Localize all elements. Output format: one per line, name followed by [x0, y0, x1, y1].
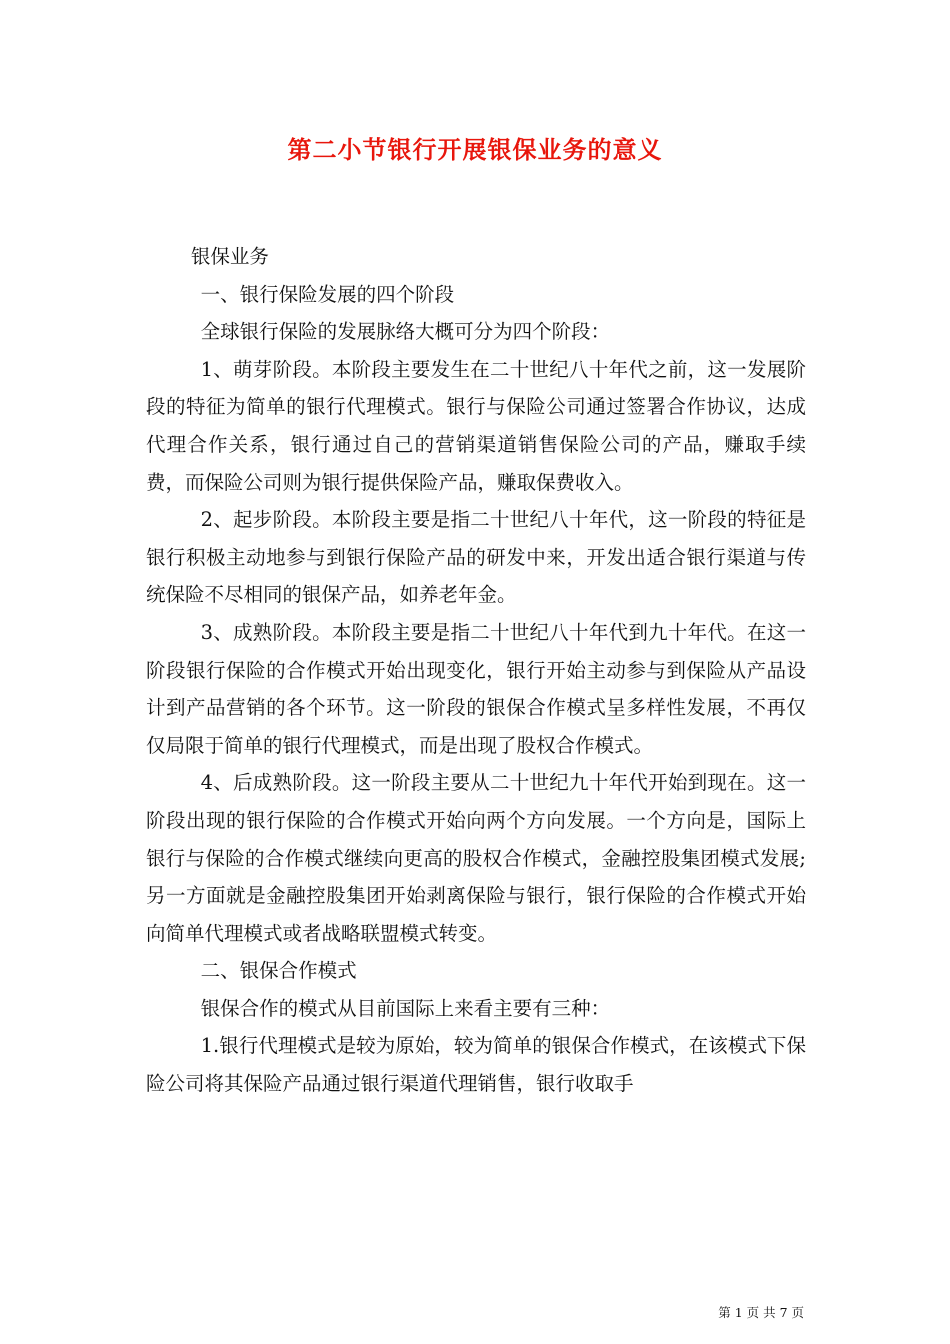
paragraph-stage-1: 1、萌芽阶段。本阶段主要发生在二十世纪八十年代之前，这一发展阶段的特征为简单的银行代理模式。银行与保险公司通过签署合作协议，达成代理合作关系，银行通过自己的营销渠道销售保险公司的产品，赚取手续费，而保险公司则为银行提供保险产品，赚取保费收入。 — [146, 357, 806, 494]
document-body — [146, 238, 806, 1103]
paragraph-stage-2: 2、起步阶段。本阶段主要是指二十世纪八十年代，这一阶段的特征是银行积极主动地参与到银行保险产品的研发中来，开发出适合银行渠道与传统保险不尽相同的银保产品，如养老年金。 — [146, 508, 806, 607]
paragraph-modes-intro: 银保合作的模式从目前国际上来看主要有三种： — [200, 996, 611, 1020]
document-title: 第二小节银行开展银保业务的意义 — [287, 135, 663, 164]
paragraph-intro: 全球银行保险的发展脉络大概可分为四个阶段： — [200, 320, 611, 344]
paragraph-section-2-heading: 二、银保合作模式 — [200, 959, 357, 983]
paragraph-stage-4: 4、后成熟阶段。这一阶段主要从二十世纪九十年代开始到现在。这一阶段出现的银行保险的合作模式开始向两个方向发展。一个方向是，国际上银行与保险的合作模式继续向更高的股权合作模式，金融控股集团模式发展;另一方面就是金融控股集团开始剥离保险与银行，银行保险的合作模式开始向简单代理模式或者战略联盟模式转变。 — [146, 771, 806, 945]
paragraph-heading-yinbao: 银保业务 — [190, 245, 269, 268]
page-footer: 第 1 页 共 7 页 — [718, 1305, 804, 1320]
paragraph-mode-1: 1.银行代理模式是较为原始，较为简单的银保合作模式，在该模式下保险公司将其保险产品通过银行渠道代理销售，银行收取手 — [146, 1034, 806, 1096]
paragraph-stage-3: 3、成熟阶段。本阶段主要是指二十世纪八十年代到九十年代。在这一阶段银行保险的合作模式开始出现变化，银行开始主动参与到保险从产品设计到产品营销的各个环节。这一阶段的银保合作模式呈多样性发展，不再仅仅局限于简单的银行代理模式，而是出现了股权合作模式。 — [146, 620, 806, 757]
paragraph-section-1-heading: 一、银行保险发展的四个阶段 — [200, 282, 455, 306]
